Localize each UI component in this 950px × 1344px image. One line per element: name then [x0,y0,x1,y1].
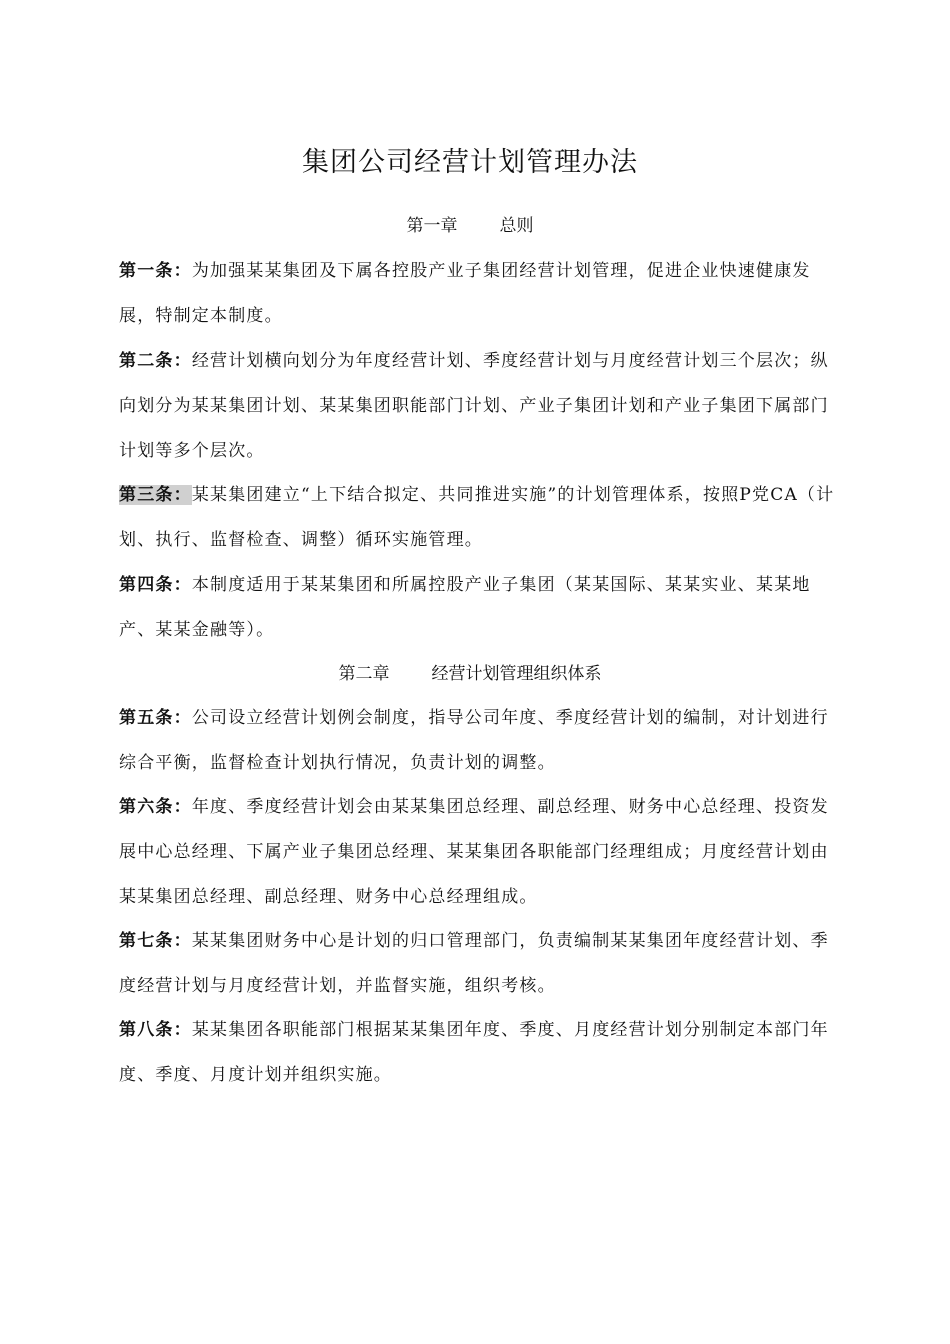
article-label: 第五条： [119,708,192,728]
article-2 [119,339,839,474]
article-8 [119,1008,839,1098]
article-3 [119,473,839,563]
article-text: 某某集团财务中心是计划的归口管理部门，负责编制某某集团年度经营计划、季度经营计划与月度经营计划，并监督实施，组织考核。 [119,931,829,996]
chapter-heading-2 [0,662,940,686]
article-text: 本制度适用于某某集团和所属控股产业子集团（某某国际、某某实业、某某地产、某某金融等）。 [119,575,811,640]
article-label: 第四条： [119,575,192,595]
article-5 [119,696,839,786]
chapter-number: 第一章 [406,216,458,236]
article-label: 第三条： [119,485,192,505]
chapter-name: 总则 [499,216,534,236]
article-7 [119,919,839,1009]
article-4 [119,563,839,653]
article-text: 某某集团建立“上下结合拟定、共同推进实施”的计划管理体系，按照P党CA（计划、执行、监督检查、调整）循环实施管理。 [119,485,835,550]
article-label: 第八条： [119,1020,192,1040]
article-6 [119,785,839,920]
chapter-name: 经营计划管理组织体系 [431,664,602,684]
document-title: 集团公司经营计划管理办法 [302,147,638,178]
article-text: 公司设立经营计划例会制度，指导公司年度、季度经营计划的编制，对计划进行综合平衡，监督检查计划执行情况，负责计划的调整。 [119,708,829,773]
article-label: 第一条： [119,261,192,281]
chapter-heading-1 [0,214,940,238]
article-1 [119,249,839,339]
article-text: 为加强某某集团及下属各控股产业子集团经营计划管理，促进企业快速健康发展，特制定本制度。 [119,261,811,326]
article-text: 经营计划横向划分为年度经营计划、季度经营计划与月度经营计划三个层次；纵向划分为某某集团计划、某某集团职能部门计划、产业子集团计划和产业子集团下属部门计划等多个层次。 [119,351,829,461]
article-label: 第六条： [119,797,192,817]
article-text: 某某集团各职能部门根据某某集团年度、季度、月度经营计划分别制定本部门年度、季度、月度计划并组织实施。 [119,1020,829,1085]
article-label: 第二条： [119,351,192,371]
chapter-number: 第二章 [338,664,390,684]
article-label: 第七条： [119,931,192,951]
article-text: 年度、季度经营计划会由某某集团总经理、副总经理、财务中心总经理、投资发展中心总经理、下属产业子集团总经理、某某集团各职能部门经理组成；月度经营计划由某某集团总经理、副总经理、财务中心总经理组成。 [119,797,829,907]
